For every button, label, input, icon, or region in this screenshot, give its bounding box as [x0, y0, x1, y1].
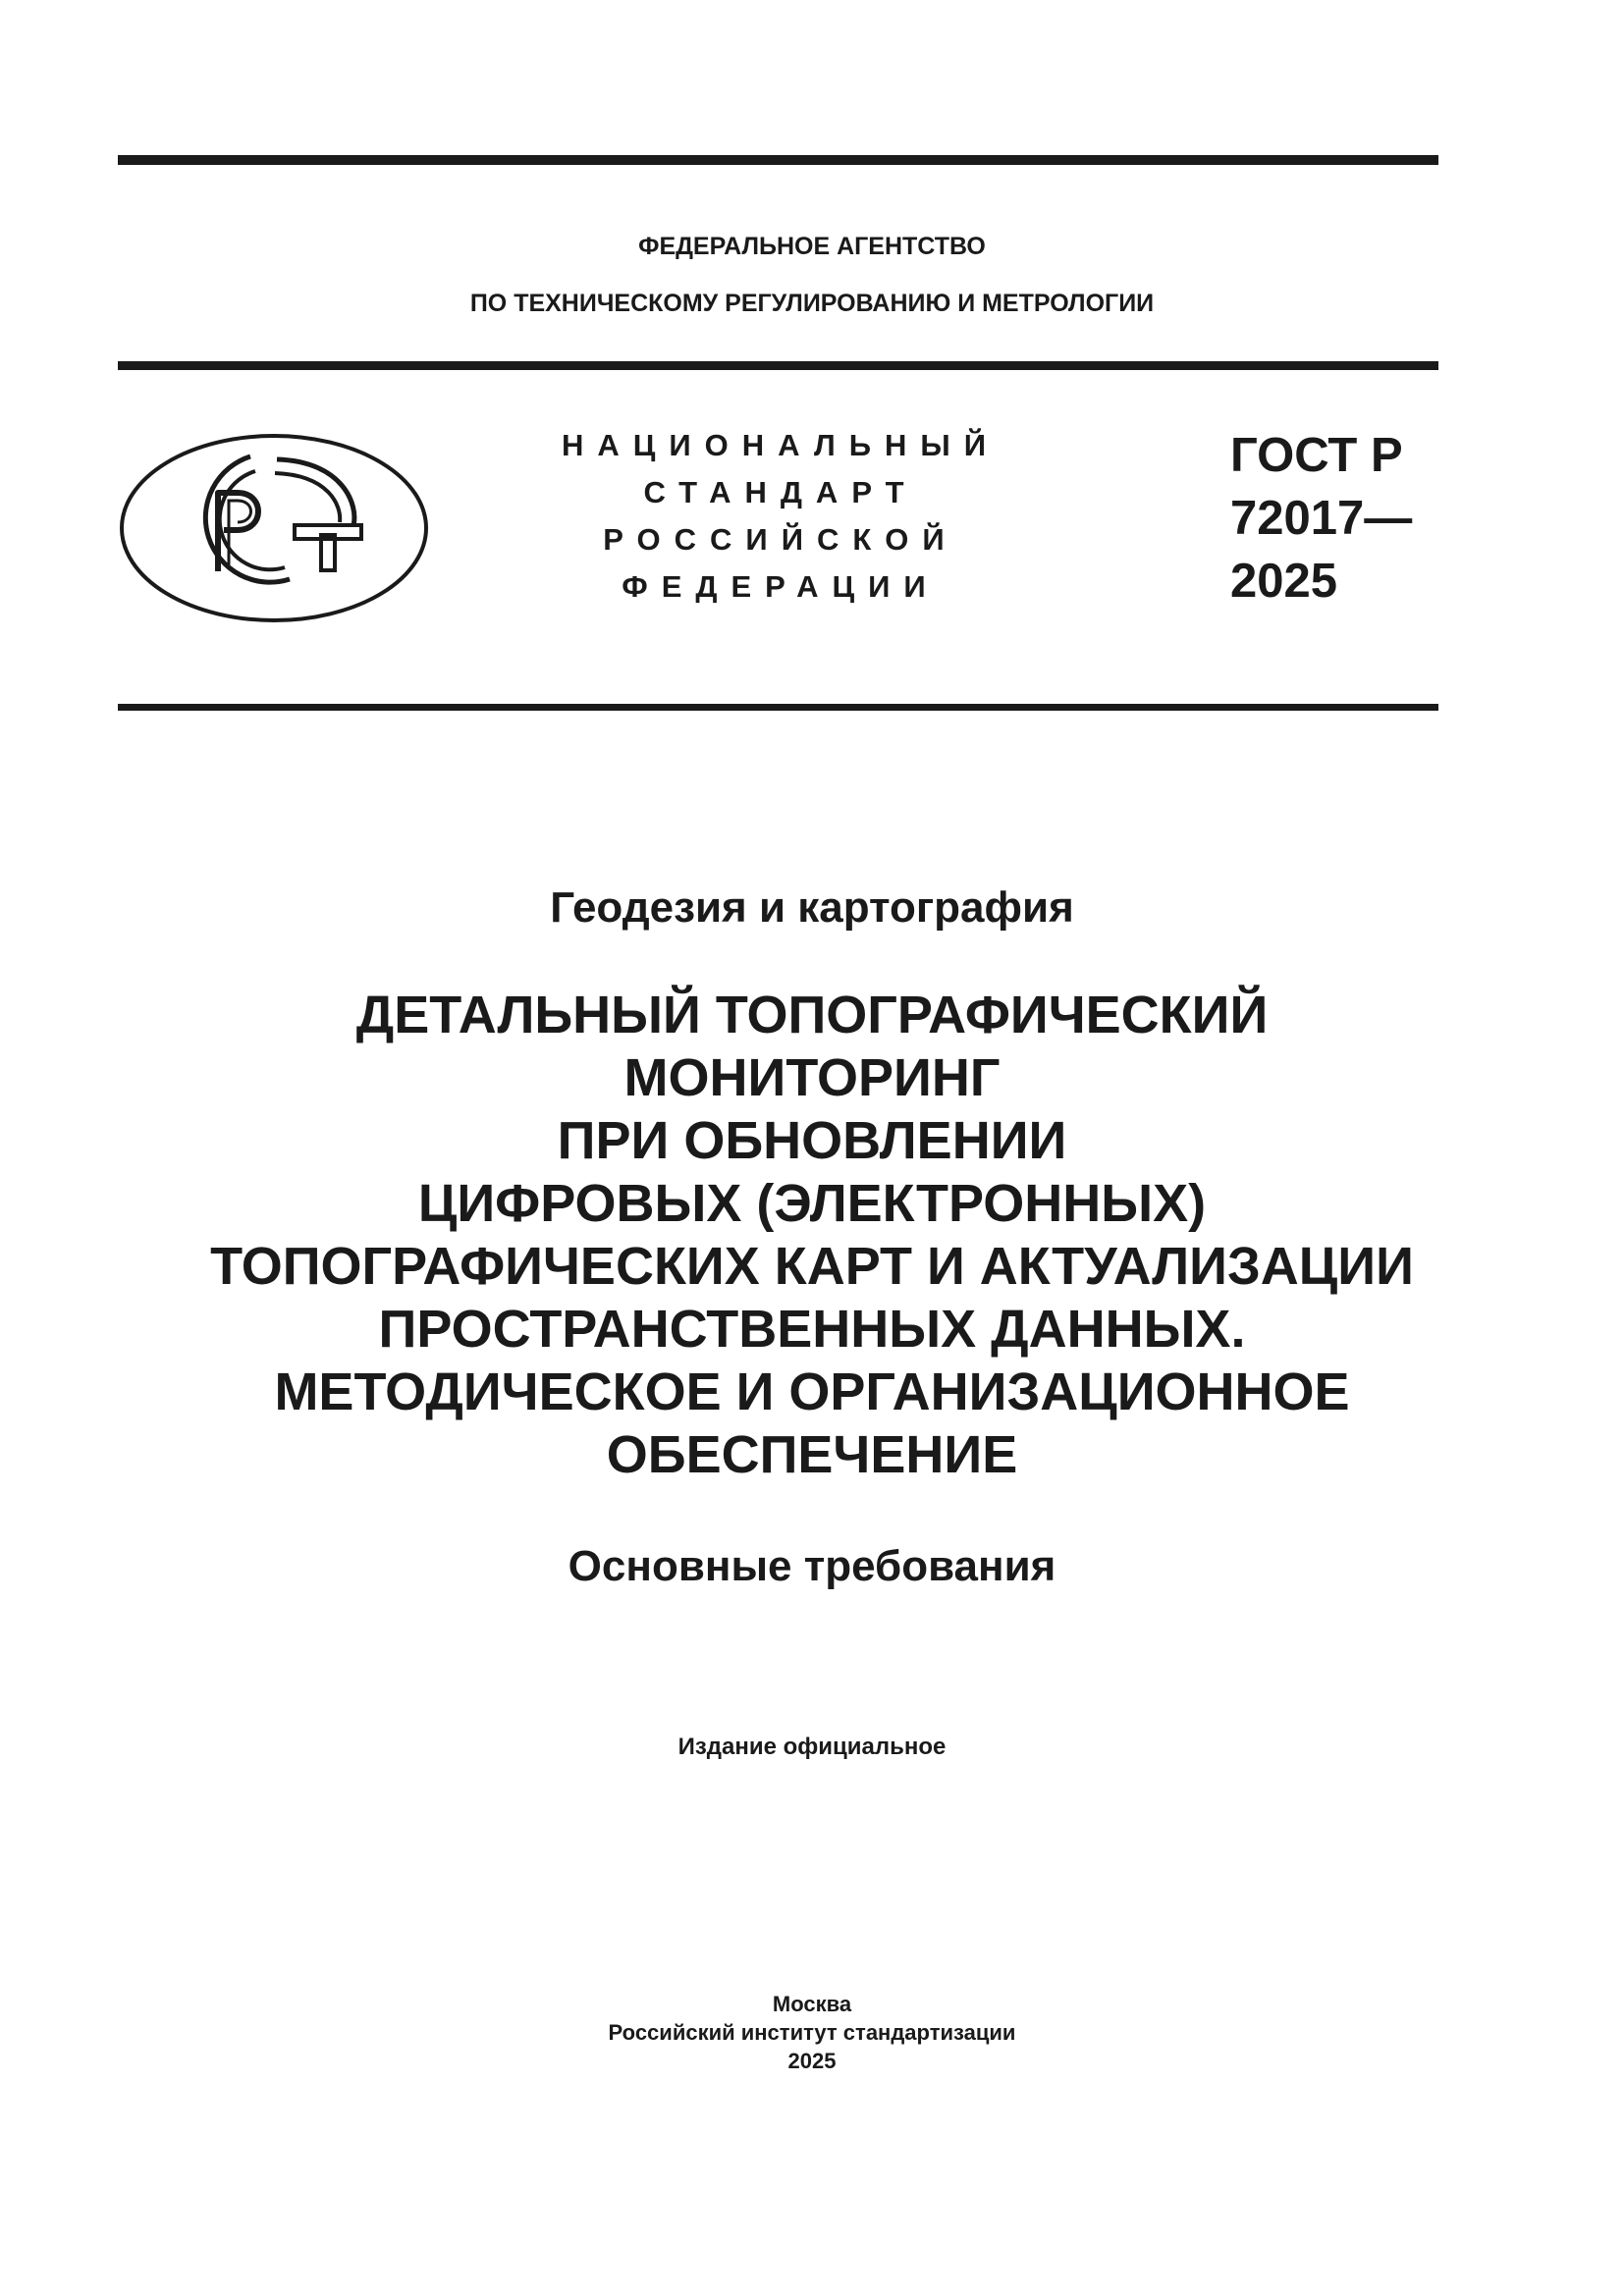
national-standard-line-2: СТАНДАРТ — [643, 475, 918, 509]
document-title — [0, 984, 1624, 1486]
national-standard-line-1: НАЦИОНАЛЬНЫЙ — [561, 428, 1001, 462]
imprint — [0, 1990, 1624, 2075]
subject-field: Геодезия и картография — [550, 883, 1074, 932]
gost-line-3: 2025 — [1230, 555, 1338, 608]
national-standard-label — [550, 422, 1011, 611]
document-subtitle: Основные требования — [568, 1542, 1056, 1590]
title-line: ОБЕСПЕЧЕНИЕ — [606, 1425, 1018, 1484]
rst-logo-icon — [118, 432, 430, 624]
title-line: ТОПОГРАФИЧЕСКИХ КАРТ И АКТУАЛИЗАЦИИ — [210, 1237, 1414, 1296]
national-standard-line-3: РОССИЙСКОЙ — [603, 522, 958, 557]
national-standard-line-4: ФЕДЕРАЦИИ — [622, 569, 940, 604]
gost-line-2: 72017— — [1230, 492, 1413, 545]
edition-label: Издание официальное — [677, 1734, 947, 1760]
title-line: ПРИ ОБНОВЛЕНИИ — [557, 1111, 1067, 1170]
agency-line-2: ПО ТЕХНИЧЕСКОМУ РЕГУЛИРОВАНИЮ И МЕТРОЛОГИИ — [469, 290, 1155, 317]
imprint-publisher: Российский институт стандартизации — [608, 2020, 1016, 2045]
top-rule — [118, 155, 1438, 165]
gost-line-1: ГОСТ Р — [1230, 429, 1403, 482]
agency-line-1: ФЕДЕРАЛЬНОЕ АГЕНТСТВО — [638, 233, 986, 260]
title-line: ПРОСТРАНСТВЕННЫХ ДАННЫХ. — [378, 1300, 1246, 1359]
title-line: ДЕТАЛЬНЫЙ ТОПОГРАФИЧЕСКИЙ — [355, 986, 1269, 1044]
imprint-year: 2025 — [787, 2049, 837, 2073]
agency-name — [0, 218, 1624, 332]
header-top-rule — [118, 361, 1438, 370]
imprint-city: Москва — [772, 1992, 852, 2016]
title-line: ЦИФРОВЫХ (ЭЛЕКТРОННЫХ) — [417, 1174, 1207, 1233]
gost-designation — [1230, 424, 1412, 613]
header-bottom-rule — [118, 704, 1438, 711]
title-line: МЕТОДИЧЕСКОЕ И ОРГАНИЗАЦИОННОЕ — [274, 1362, 1350, 1421]
title-line: МОНИТОРИНГ — [623, 1048, 1001, 1107]
